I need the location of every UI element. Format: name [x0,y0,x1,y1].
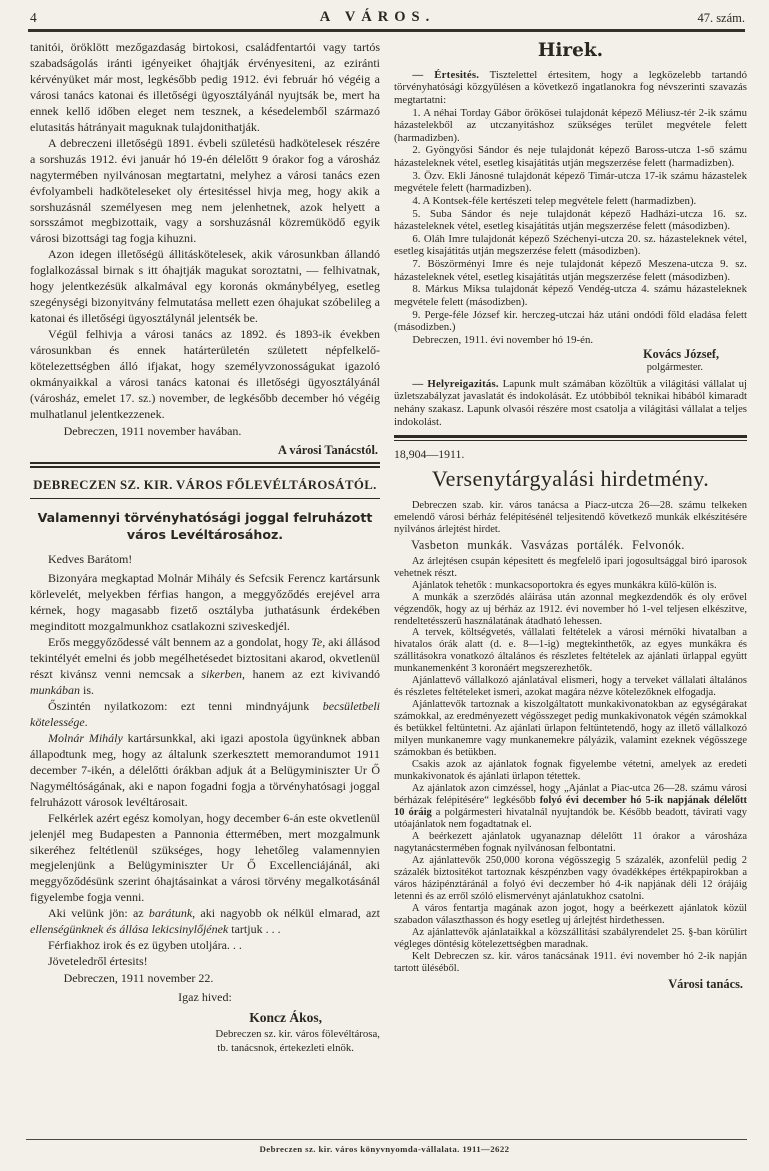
letter-paragraph: Molnár Mihály kartársunkkal, aki igazi apostola ügyünknek abban állapodtunk meg, hogy az általunk szerkesztett memorandumot 1911 december 7-ikén, a délelőtti órákban adjuk át a Belügyminiszter Ur Ő Nagyméltóságának, aki e napon fogadni fogja a törvényhatósagi joggal felruházott városok levéltárosait. [30,730,380,809]
tender-paragraph: A munkák a szerződés aláirása után azonnal megkezdendők és oly erővel végzendők, hogy az uj bérház az 1912. évi november hó 1-vel teljesen elkészitve, rendeltetésszerü használatának átadható lehessen. [394,591,747,627]
news-item: 7. Böszörményi Imre és neje tulajdonát képező Meszena-utcza 9. sz. házasteleknek vétel, esetleg kisajátitás utján megszerzése felett (másodizben). [394,258,747,283]
news-signer-title: polgármester. [646,361,703,373]
letter-signer-title: Debreczen sz. kir. város fölevéltárosa, [215,1027,380,1040]
military-article-paragraph: A debreczeni illetőségü 1891. évbeli születésü hadkötelesek részére a sorshuzás 1912. évi január hó 19-én délelőtt 9 órakor fog a városház nagytermében nyilvánosan megtartatni, melyhez a városi tanács ezen évfolyambeli hadköteleseket oly értesitéssel hivja meg, hogy akik a sorshuzásnál személyesen meg nem jelenhetnek, azok helyett a sorsszámot megbizottaik, vagy a sorshuzásnál közremüködő egyik városi bizottsági tag fogja kihuzni. [30,135,380,246]
letter-paragraph: Erős meggyőződessé vált bennem az a gondolat, hogy Te, aki állásod tekintélyét emelni és jobb megélhetésedet biztositani akarod, okvetlenül részt kivánsz venni nemcsak a sikerben, hanem az ezt kivivandó munkában is. [30,635,381,697]
imprint: Debreczen sz. kir. város könyvnyomda-vállalata. 1911—2622 [259,1144,510,1154]
letter-dateline: Debreczen, 1911 november 22. [63,971,214,986]
news-correction [394,378,747,429]
tender-signature: Városi tanács. [668,976,743,991]
news-item: 9. Perge-féle József kir. herczeg-utczai ház utáni ondódi föld eladása felett (másodizben.) [394,308,747,334]
tender-paragraph: Ajánlattevők tartoznak a kiszolgáltatott munkakivonatokban az egységárakat számokkal, az eredményezett végösszeget pedig munkakivonatok végén számokkal és betükkel feltüntetni. Az ajánlati ürlapon feltüntetendő, hogy az illető vállalkozó milyen munkanemre vagy munkanemekre pályázik, valamint ezeknek végösszege számokban és betükben. [394,699,747,759]
news-dateline: Debreczen, 1911. évi november hó 19-én. [412,333,594,346]
tender-paragraph: Az ajánlatok azon cimzéssel, hogy „Ajánlat a Piac-utca 26—28. számu városi bérházak felépitésére“ legkésőbb folyó évi december hó 5-ik napjának délelőtt 10 óráig a polgármesteri hivatalnál nyujtandók be. Később beadott, távirati vagy utóajánlatok nem fogadtatnak el. [394,783,747,830]
letter-signer-name: Koncz Ákos, [249,1010,322,1026]
letter-paragraph: Férfiakhoz irok és ez ügyben utoljára. . . [48,938,242,953]
tender-divider-rule [394,435,747,441]
news-notice [394,69,747,107]
tender-paragraph: Ajánlattevő vállalkozó ajánlatával elismeri, hogy a terveket vállalati általános és részletes feltételeket ismeri, azokat magára nézve kötelezőknek elfogadja. [394,675,747,699]
letter-salutation: Kedves Barátom! [48,552,133,567]
tender-paragraph: A város fentartja magának azon jogot, hogy a beérkezett ajánlatok közül szabadon választhasson és hogy esetleg uj árlejtést hirdethessen. [394,902,747,926]
tender-section [394,448,747,990]
letter-closing: Igaz hived: [178,990,232,1005]
news-item: 3. Özv. Ekli Jánosné tulajdonát képező Timár-utcza 17-ik számu házastelek megvétele felett (harmadizben). [394,169,747,195]
tender-paragraph: Az árlejtésen csupán képesitett és megfelelő ipari jogosultsággal biró iparosok vehetnek részt. [394,555,747,579]
tender-paragraph: Az ajánlattevők ajánlataikkal a közszállitási szabályrendelet 25. §-ban körülirt végleges döntésig kötelezettségben maradnak. [394,926,747,950]
letter-paragraph: Őszintén nyilatkozom: ezt tenni mindnyájunk becsületbeli kötelessége. [30,698,380,729]
news-item: 4. A Kontsek-féle kertészeti telep megvétele felett (harmadizben). [412,194,697,207]
news-item: 2. Gyöngyősi Sándor és neje tulajdonát képező Baross-utcza 1-ső számu házasteleknek vétel, esetleg kisajátitás utján megszerzése felett (harmadizben). [394,144,747,170]
tender-paragraph: Csakis azok az ajánlatok fognak figyelembe vétetni, amelyek az eredeti munkakivonatok és ajánlati ürlapon tétettek. [394,759,747,783]
news-item: 1. A néhai Torday Gábor örökösei tulajdonát képező Méliusz-tér 2-ik számu házastelekből az utczanyitáshoz szükséges terület megvétele felett (harmadizben). [394,106,747,144]
tender-title: Versenytárgyalási hirdetmény. [431,465,710,491]
tender-intro: Debreczen szab. kir. város tanácsa a Piacz-utcza 26—28. számu telkeken emelendő városi bérház felépitésénél teljesitendő következő munkák elkészitésére nyilvános árlejtést hirdet. [394,499,747,535]
news-signer-name: Kovács József, [643,347,719,362]
right-column [394,40,747,1122]
tender-paragraph: Ajánlatok tehetők : munkacsoportokra és egyes munkákra külö-külön is. [411,579,717,591]
news-correction-text: Lapunk mult számában közöltük a világitási vállalat uj üzletszabályzat javaslatát és indokolását. Ez utóbbiból teknikai hibából kimaradt nehány szakasz. Lapunk olvasói részére most csatolja a világitási vállalat a teljes indokolást. [394,377,747,428]
tender-work-types: Vasbeton munkák. Vasvázas portálék. Felvonók. [411,537,685,552]
news-item: 6. Oláh Imre tulajdonát képező Széchenyi-utcza 20. sz. házasteleknek vétel, esetleg kisajátitás utján megszerzése felett (másodizben). [394,232,747,258]
letter-title: Valamennyi törvényhatósági joggal felruházott város Levéltárosához. [37,510,373,543]
military-article-dateline: Debreczen, 1911 november havában. [63,423,242,438]
letter-paragraph: Felkérlek azért egész komolyan, hogy december 6-án este okvetlenül jelenjél meg Budapesten a Pannonia éttermében, mert mozgalmunk sikeréhez feltétlenül szükséges, hogy lehetőleg valamennyien megjelenjünk a Belügyminiszter Ur Ő Excellenciájánál, aki meggyőződésünk szerint óhajtásainkat a városi törvény megalkotásánál figyelembe fogja venni. [30,810,380,905]
letter-kicker: DEBRECZEN SZ. KIR. VÁROS FŐLEVÉLTÁROSÁTÓL. [30,477,380,499]
military-article-paragraph: tanitói, öröklött mezőgazdaság birtokosi, családfentartói vagy tartós szabadságolás iránti igényeiket óhajtják érvényesiteni, az eziránti kérvényüket már most, legkésőbb pedig 1912. évi február hó végéig a városi tanács katonai és illetőségi ügyosztályánál nyujtsák be, mert ha ennek kellő időben eleget nem tesznek, a késedelemből származó elutasitás hátrányait maguknak tulajdonithatják. [30,40,380,134]
page-footer [0,1139,769,1171]
news-section-title: Hirek. [537,40,604,61]
page-number: 4 [30,10,37,25]
news-notice-text: Tisztelettel értesitem, hogy a legközelebb tartandó törvényhatósági közgyülésen a következő ingatlanokra fog névszerinti szavazás megtartatni: [394,68,747,106]
tender-case-number: 18,904—1911. [394,447,465,462]
letter-signer-title: tb. tanácsnok, értekezleti elnök. [217,1042,354,1055]
news-item: 8. Márkus Miksa tulajdonát képező Vendég-utcza 4. számu házasteleknek megvétele felett (másodizben). [394,283,747,308]
military-article-signature: A városi Tanácstól. [278,442,378,457]
letter-paragraph: Aki velünk jön: az barátunk, aki nagyobb ok nélkül elmarad, azt ellenségünknek és állása lekicsinylőjének tartjuk . . . [30,906,381,937]
tender-paragraph: Az ajánlattevők 250,000 korona végösszegig 5 százalék, azonfelül pedig 2 százalék biztositékot tartoznak készpénzben vagy óvadékképes értékpapirokban a város házipénztáránál a folyó évi deczember hó 4-ik napjának déli 12 órájáig letenni és az erről szóló elismervényt ajánlatukhoz csatolni. [394,854,747,902]
tender-paragraph: Kelt Debreczen sz. kir. város tanácsának 1911. évi november hó 2-ik napján tartott üléséből. [394,950,747,974]
news-correction-lead: — Helyreigazitás. [412,377,499,390]
letter-paragraph: Jöveteledről értesits! [48,954,148,969]
left-column [30,40,380,1122]
news-notice-lead: — Értesités. [412,68,480,81]
tender-paragraph: A beérkezett ajánlatok ugyanaznap délelőtt 11 órakor a városháza nagytanácstermében fognak nyilvánosan felbontatni. [394,830,747,854]
masthead-title: A VÁROS. [319,9,436,25]
columns [0,32,769,1122]
news-item: 5. Suba Sándor és neje tulajdonát képező Hadházi-utcza 16. sz. házasteleknek vétel, esetleg kisajátitás utján megszerzése felett (másodizben). [394,207,747,233]
military-article-paragraph: Azon idegen illetőségü állitáskötelesek, akik városunkban állandó foglalkozással birnak s itt óhajtják magukat soroztatni, — felhivatnak, hogy jelentkezésük alkalmával egy koronás okmánybélyeg, esetleg szegénységi bizonyitvány felmutatása mellett ezen óhajukat szóbelileg a katonai és illetőségi ügyosztálynál jelentsék be. [30,247,380,326]
page-header [0,0,769,26]
issue-number: 47. szám. [697,11,745,25]
section-divider-rule [30,462,380,468]
news-section [394,40,747,428]
military-article-paragraph: Végül felhivja a városi tanács az 1892. és 1893-ik években városunkban és ennek határterületén született népfelkelő-kötelezettségben álló ifjakat, hogy személyvzonosságukat igazoló okmányaikkal a városi tanács katonai és illetőségi ügyosztályánál (városház, emelet 17. sz.) november, de legkésőbb december hó végéig mulhatlanul jelentkezzenek. [30,327,380,421]
tender-paragraph: A tervek, költségvetés, vállalati feltételek a városi mérnöki hivatalban a hivatalos órák alatt (d. e. 8—1-ig) megtekinthetők, az egyes munkákra és szállitásokra vonatkozó általános és részletes feltételek az ajánlati ürlappal együtt munkanemenként 3 koronáért megszerezhetők. [394,627,747,675]
letter-paragraph: Bizonyára megkaptad Molnár Mihály és Sefcsik Ferencz kartársunk körlevelét, melyekben férfias hangon, a meggyőződés erejével arra kérnek, hogy magasabb fizető osztályba juthatásunk érdekében meginditott mozgalmunkhoz csatlakozni sziveskedjél. [30,571,380,634]
